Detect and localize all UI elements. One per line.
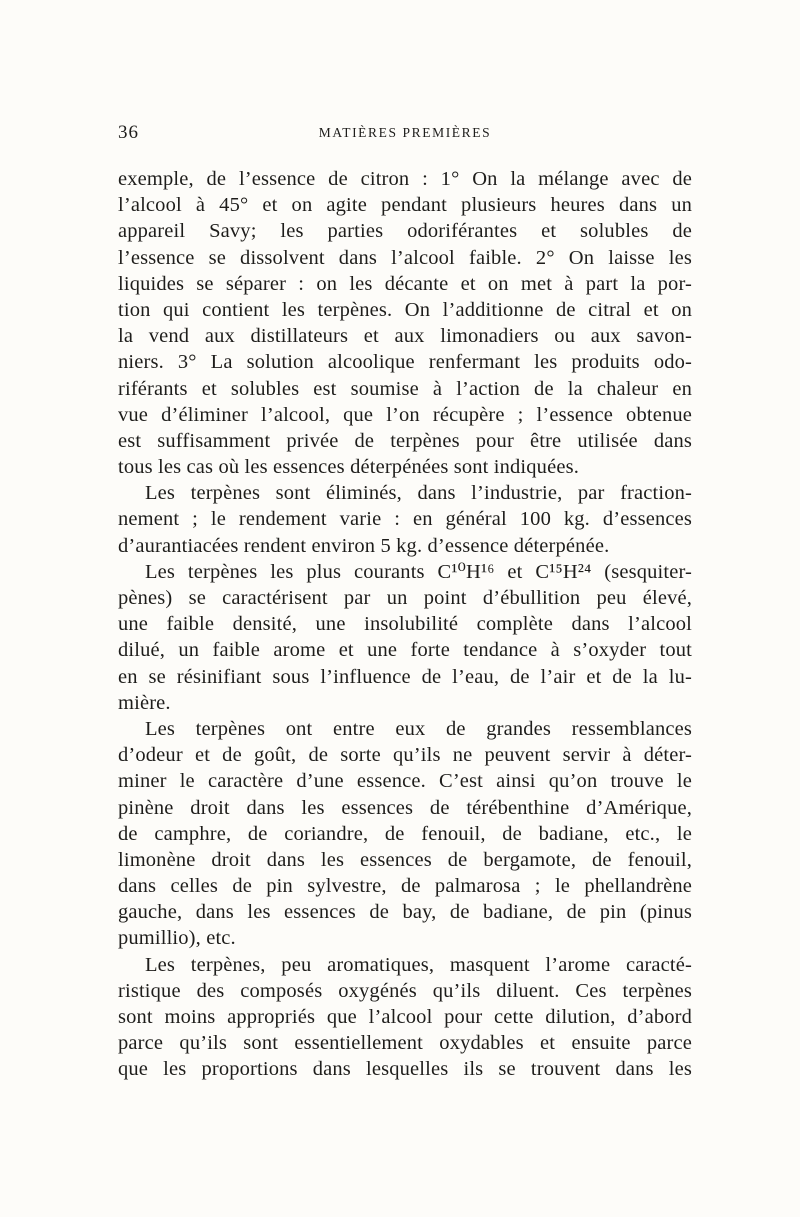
- text-line: est suffisamment privée de terpènes pour être utilisée dans: [118, 429, 692, 452]
- paragraph-5: [118, 952, 692, 1083]
- body-text: [118, 166, 692, 1083]
- text-line: Les terpènes sont éliminés, dans l’industrie, par fraction-: [145, 482, 692, 505]
- text-line: Les terpènes les plus courants C¹⁰H¹⁶ et C¹⁵H²⁴ (sesquiter-: [145, 560, 692, 583]
- page-number: 36: [118, 122, 139, 143]
- text-line: sont moins appropriés que l’alcool pour cette dilution, d’abord: [118, 1006, 692, 1028]
- text-line: niers. 3° La solution alcoolique renfermant les produits odo-: [118, 351, 692, 374]
- text-line: en se résinifiant sous l’influence de l’eau, de l’air et de la lu-: [118, 665, 692, 688]
- text-line: l’alcool à 45° et on agite pendant plusieurs heures dans un: [118, 194, 692, 217]
- text-line: mière.: [118, 691, 171, 714]
- paragraph-2: [118, 480, 692, 559]
- text-line: parce qu’ils sont essentiellement oxydables et ensuite parce: [118, 1032, 692, 1055]
- text-line: une faible densité, une insolubilité complète dans l’alcool: [118, 613, 692, 636]
- text-line: d’odeur et de goût, de sorte qu’ils ne peuvent servir à déter-: [118, 744, 692, 767]
- text-line: dilué, un faible arome et une forte tendance à s’oxyder tout: [118, 639, 692, 662]
- text-line: pumillio), etc.: [118, 927, 236, 950]
- text-line: pinène droit dans les essences de térébenthine d’Amérique,: [118, 796, 692, 819]
- text-line: l’essence se dissolvent dans l’alcool faible. 2° On laisse les: [118, 246, 692, 269]
- text-line: tion qui contient les terpènes. On l’additionne de citral et on: [118, 298, 692, 321]
- text-line: Les terpènes, peu aromatiques, masquent l’arome caracté-: [145, 953, 692, 976]
- text-line: miner le caractère d’une essence. C’est ainsi qu’on trouve le: [118, 770, 692, 793]
- paragraph-4: [118, 716, 692, 952]
- text-line: d’aurantiacées rendent environ 5 kg. d’essence déterpénée.: [118, 534, 610, 557]
- text-line: limonène droit dans les essences de bergamote, de fenouil,: [118, 848, 692, 871]
- text-line: que les proportions dans lesquelles ils se trouvent dans les: [118, 1058, 692, 1081]
- text-line: exemple, de l’essence de citron : 1° On la mélange avec de: [118, 168, 692, 190]
- running-title: MATIÈRES PREMIÈRES: [318, 125, 492, 140]
- text-line: appareil Savy; les parties odoriférantes et solubles de: [118, 220, 692, 243]
- text-line: tous les cas où les essences déterpénées sont indiquées.: [118, 456, 579, 479]
- text-line: de camphre, de coriandre, de fenouil, de badiane, etc., le: [118, 822, 692, 845]
- text-line: la vend aux distillateurs et aux limonadiers ou aux savon-: [118, 325, 692, 348]
- text-line: Les terpènes ont entre eux de grandes ressemblances: [145, 717, 692, 740]
- text-line: gauche, dans les essences de bay, de badiane, de pin (pinus: [118, 901, 692, 924]
- text-line: nement ; le rendement varie : en général 100 kg. d’essences: [118, 508, 692, 531]
- text-line: dans celles de pin sylvestre, de palmarosa ; le phellandrène: [118, 875, 692, 898]
- text-line: pènes) se caractérisent par un point d’ébullition peu élevé,: [118, 587, 692, 609]
- text-line: ristique des composés oxygénés qu’ils diluent. Ces terpènes: [118, 979, 692, 1002]
- text-line: liquides se séparer : on les décante et on met à part la por-: [118, 272, 692, 295]
- text-line: riférants et solubles est soumise à l’action de la chaleur en: [118, 377, 692, 400]
- paragraph-3: [118, 559, 692, 716]
- paragraph-1: [118, 166, 692, 480]
- text-line: vue d’éliminer l’alcool, que l’on récupère ; l’essence obtenue: [118, 403, 692, 426]
- page-header: [118, 122, 692, 148]
